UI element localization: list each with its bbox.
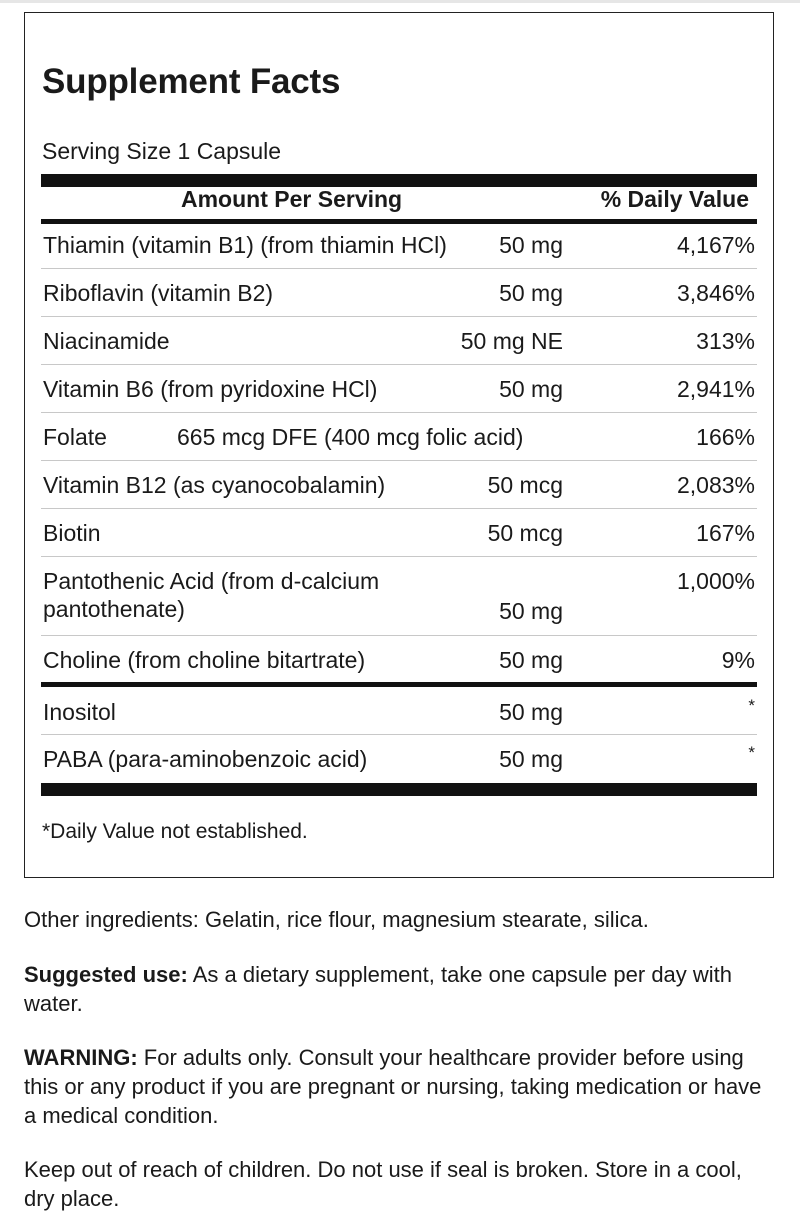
nutrient-name-line1: Pantothenic Acid (from d-calcium xyxy=(43,568,380,594)
row-divider xyxy=(41,556,757,557)
nutrient-name: Choline (from choline bitartrate) xyxy=(43,647,366,673)
nutrient-amount: 50 mg NE xyxy=(460,328,563,354)
facts-title: Supplement Facts xyxy=(42,62,341,101)
nutrient-name: Folate xyxy=(43,424,107,450)
header-divider xyxy=(41,219,757,224)
nutrient-name: PABA (para-aminobenzoic acid) xyxy=(43,746,368,772)
nutrient-daily-value: 1,000% xyxy=(676,568,755,594)
daily-value-footnote: *Daily Value not established. xyxy=(42,820,308,843)
row-divider xyxy=(41,734,757,735)
nutrient-daily-value: 167% xyxy=(696,520,755,546)
nutrient-daily-value: * xyxy=(748,696,755,715)
nutrient-name: Niacinamide xyxy=(43,328,170,354)
suggested-use-text: As a dietary supplement, take one capsule per day with water. xyxy=(24,962,733,1016)
row-divider xyxy=(41,412,757,413)
suggested-use xyxy=(24,960,764,1018)
header-daily-value: % Daily Value xyxy=(600,186,749,212)
nutrient-name: Inositol xyxy=(43,699,116,725)
row-divider xyxy=(41,508,757,509)
row-divider xyxy=(41,316,757,317)
warning-label: WARNING: xyxy=(24,1045,138,1070)
row-divider xyxy=(41,364,757,365)
nutrient-name: Thiamin (vitamin B1) (from thiamin HCl) xyxy=(43,232,447,258)
nutrient-name: Vitamin B12 (as cyanocobalamin) xyxy=(43,472,386,498)
nutrient-amount: 50 mg xyxy=(499,376,563,402)
other-ingredients: Other ingredients: Gelatin, rice flour, magnesium stearate, silica. xyxy=(24,907,649,932)
nutrient-daily-value: 3,846% xyxy=(676,280,755,306)
nutrient-daily-value: 166% xyxy=(696,424,755,450)
nutrient-amount: 50 mg xyxy=(499,280,563,306)
nutrient-amount: 50 mg xyxy=(499,598,563,624)
suggested-use-label: Suggested use: xyxy=(24,962,188,987)
nutrient-amount: 50 mcg xyxy=(487,472,563,498)
table-header xyxy=(41,186,757,216)
nutrient-amount: 50 mg xyxy=(499,699,563,725)
nutrient-daily-value: 2,941% xyxy=(676,376,755,402)
thick-divider-bottom xyxy=(41,783,757,796)
table-row xyxy=(41,567,757,629)
nutrient-name-line2: pantothenate) xyxy=(43,596,185,622)
nutrient-amount: 665 mcg DFE (400 mcg folic acid) xyxy=(177,424,524,450)
nutrient-daily-value: 2,083% xyxy=(676,472,755,498)
row-divider xyxy=(41,268,757,269)
storage-instructions: Keep out of reach of children. Do not use if seal is broken. Store in a cool, dry place. xyxy=(24,1157,742,1211)
nutrient-daily-value: * xyxy=(748,743,755,762)
row-divider xyxy=(41,460,757,461)
nutrient-amount: 50 mg xyxy=(499,746,563,772)
warning xyxy=(24,1043,764,1130)
serving-size: Serving Size 1 Capsule xyxy=(42,138,282,164)
nutrient-daily-value: 4,167% xyxy=(676,232,755,258)
row-divider xyxy=(41,635,757,636)
nutrient-amount: 50 mg xyxy=(499,647,563,673)
nutrient-name xyxy=(43,567,379,623)
nutrient-daily-value: 9% xyxy=(721,647,755,673)
nutrient-amount: 50 mg xyxy=(499,232,563,258)
nutrient-daily-value: 313% xyxy=(696,328,755,354)
warning-text: For adults only. Consult your healthcare provider before using this or any product if you are pregnant or nursing, taking medication or have a medical condition. xyxy=(24,1045,762,1128)
header-amount-per-serving: Amount Per Serving xyxy=(181,186,403,212)
nutrient-name: Vitamin B6 (from pyridoxine HCl) xyxy=(43,376,378,402)
section-divider xyxy=(41,682,757,687)
nutrient-name: Biotin xyxy=(43,520,101,546)
nutrient-amount: 50 mcg xyxy=(487,520,563,546)
nutrient-name: Riboflavin (vitamin B2) xyxy=(43,280,274,306)
top-divider xyxy=(0,0,800,3)
